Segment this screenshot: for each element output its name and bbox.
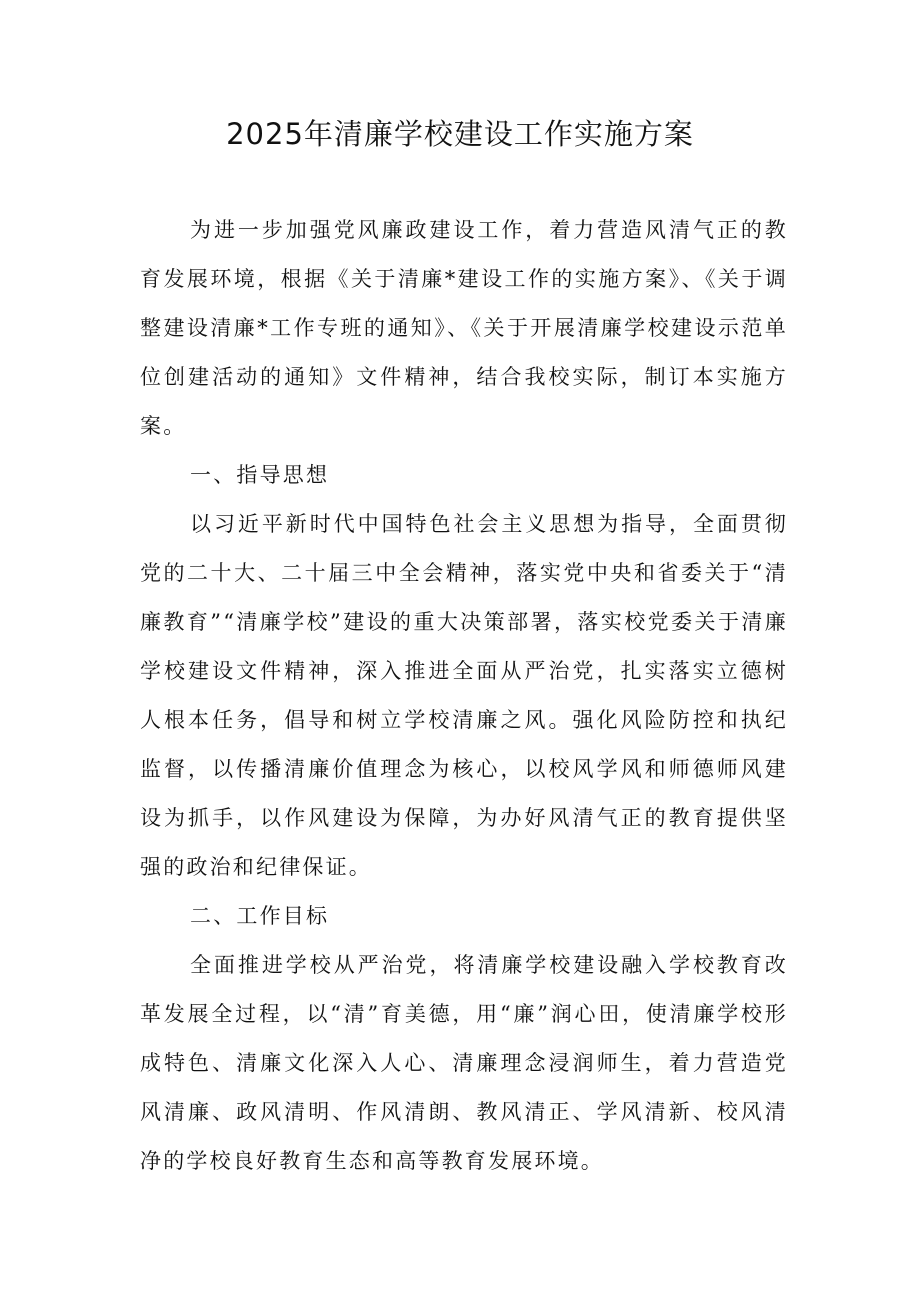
section-heading-work-goals: 二、工作目标 <box>190 904 330 928</box>
section-heading-guiding-ideology: 一、指导思想 <box>190 463 330 487</box>
section-paragraph-work-goals: 全面推进学校从严治党，将清廉学校建设融入学校教育改革发展全过程，以“清”育美德，用“廉”润心田，使清廉学校形成特色、清廉文化深入人心、清廉理念浸润师生，着力营造党风清廉、政风清明、作风清朗、教风清正、学风清新、校风清净的学校良好教育生态和高等教育发展环境。 <box>140 953 788 1173</box>
document-title: 2025年清廉学校建设工作实施方案 <box>226 117 694 151</box>
document-body <box>140 206 788 1186</box>
section-paragraph-guiding-ideology: 以习近平新时代中国特色社会主义思想为指导，全面贯彻党的二十大、二十届三中全会精神，落实党中央和省委关于“清廉教育”“清廉学校”建设的重大决策部署，落实校党委关于清廉学校建设文件精神，深入推进全面从严治党，扎实落实立德树人根本任务，倡导和树立学校清廉之风。强化风险防控和执纪监督，以传播清廉价值理念为核心，以校风学风和师德师风建设为抓手，以作风建设为保障，为办好风清气正的教育提供坚强的政治和纪律保证。 <box>140 512 788 879</box>
intro-paragraph: 为进一步加强党风廉政建设工作，着力营造风清气正的教育发展环境，根据《关于清廉*建设工作的实施方案》、《关于调整建设清廉*工作专班的通知》、《关于开展清廉学校建设示范单位创建活动的通知》文件精神，结合我校实际，制订本实施方案。 <box>140 218 788 438</box>
